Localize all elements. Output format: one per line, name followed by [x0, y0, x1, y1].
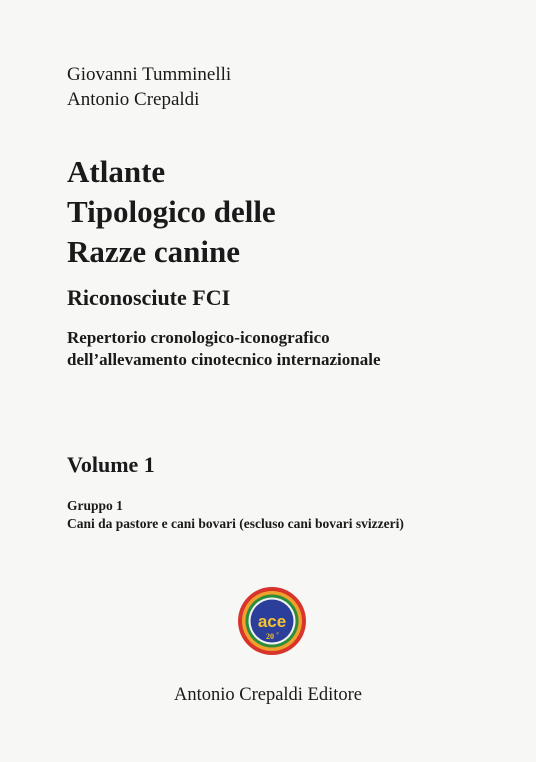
logo-text: ace [257, 612, 287, 631]
group-description: Cani da pastore e cani bovari (escluso cani bovari svizzeri) [67, 516, 404, 531]
description-line: dell’allevamento cinotecnico internazionale [67, 350, 381, 369]
title-line: Razze canine [67, 234, 241, 269]
title-line: Tipologico delle [67, 194, 276, 229]
book-title [67, 152, 276, 272]
logo-sub: 20 [266, 632, 274, 641]
description-line: Repertorio cronologico-iconografico [67, 328, 330, 347]
author-list [67, 62, 231, 112]
author-name: Antonio Crepaldi [67, 89, 200, 110]
book-description [67, 327, 381, 371]
book-subtitle: Riconosciute FCI [67, 285, 231, 310]
publisher-logo-icon [237, 586, 307, 656]
group-info [67, 497, 404, 533]
group-label: Gruppo 1 [67, 498, 123, 513]
volume-label: Volume 1 [67, 452, 155, 477]
publisher-name: Antonio Crepaldi Editore [173, 685, 363, 705]
author-name: Giovanni Tumminelli [67, 64, 232, 85]
logo-sup: e [276, 631, 279, 637]
title-line: Atlante [67, 154, 166, 189]
